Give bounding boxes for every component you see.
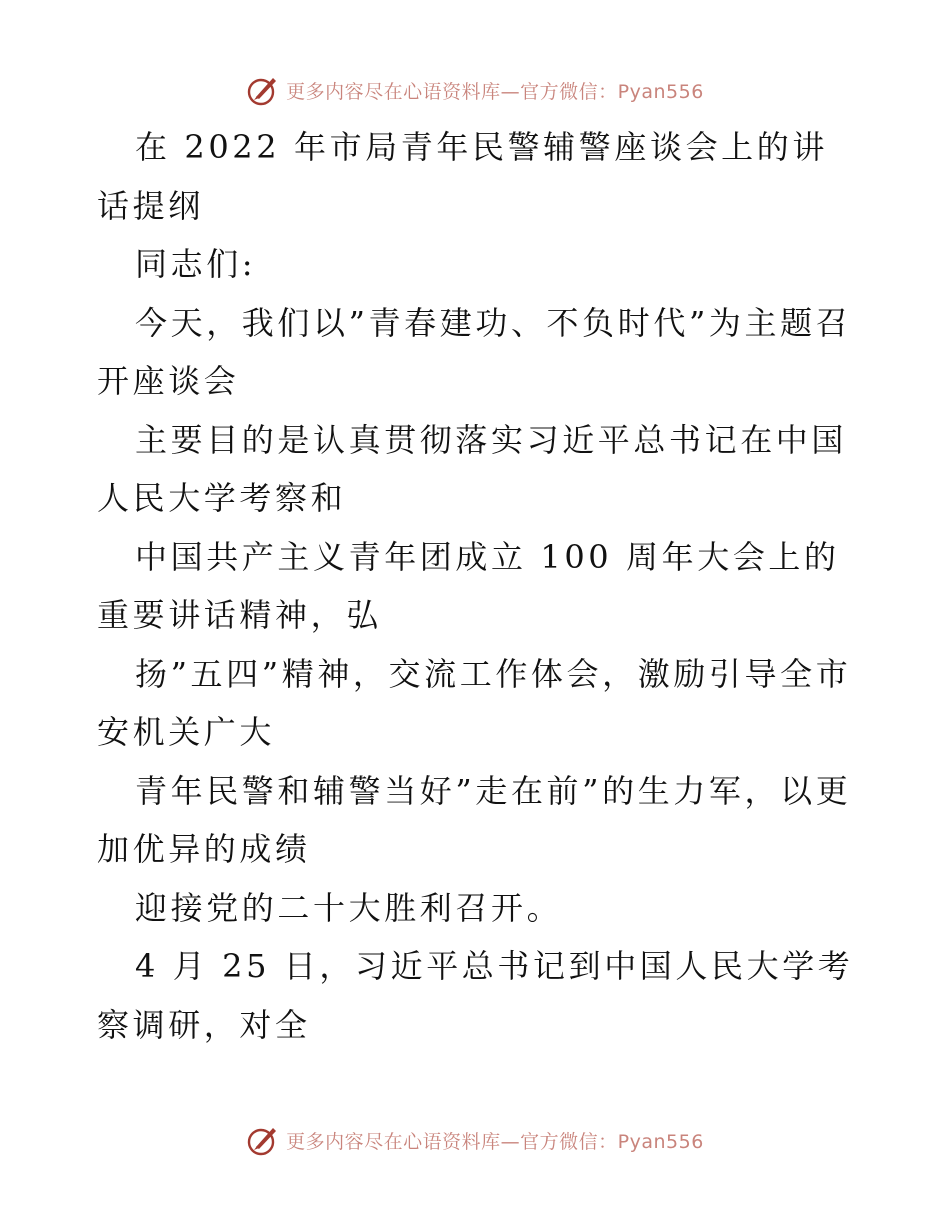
document-body — [97, 118, 857, 1054]
paragraph: 扬”五四”精神，交流工作体会，激励引导全市安机关广大 — [97, 654, 852, 751]
document-title: 在 2022 年市局青年民警辅警座谈会上的讲话提纲 — [97, 128, 828, 225]
header-banner-text: 更多内容尽在心语资料库—官方微信：Pyan556 — [286, 80, 704, 103]
quill-logo-icon — [246, 73, 280, 107]
paragraph: 中国共产主义青年团成立 100 周年大会上的重要讲话精神，弘 — [97, 537, 840, 634]
paragraph: 4 月 25 日，习近平总书记到中国人民大学考察调研，对全 — [97, 947, 854, 1044]
footer-banner-text: 更多内容尽在心语资料库—官方微信：Pyan556 — [286, 1130, 704, 1153]
quill-logo-icon — [246, 1123, 280, 1157]
paragraph: 今天，我们以”青春建功、不负时代”为主题召开座谈会 — [97, 303, 852, 400]
salutation: 同志们: — [135, 245, 257, 283]
paragraph: 主要目的是认真贯彻落实习近平总书记在中国人民大学考察和 — [97, 420, 848, 517]
paragraph: 迎接党的二十大胜利召开。 — [135, 888, 563, 927]
paragraph: 青年民警和辅警当好”走在前”的生力军，以更加优异的成绩 — [97, 771, 852, 868]
header-banner — [0, 70, 950, 110]
footer-banner — [0, 1120, 950, 1160]
